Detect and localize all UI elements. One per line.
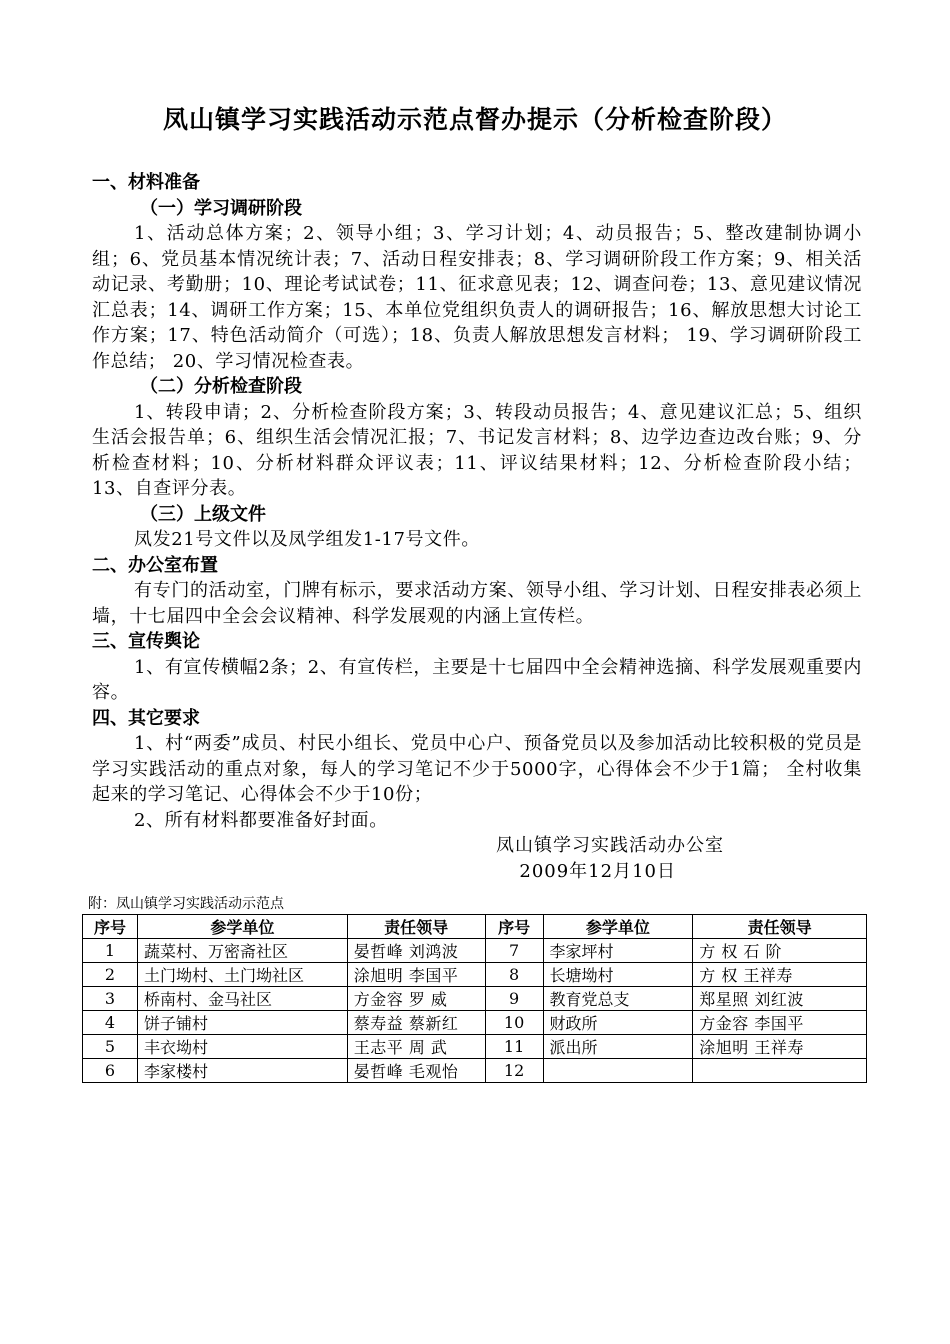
row-unit: 李家楼村 <box>137 1059 347 1083</box>
row-unit: 土门坳村、土门坳社区 <box>137 963 347 987</box>
row-index: 3 <box>83 987 138 1011</box>
analysis-materials-list: 1、转段申请；2、分析检查阶段方案；3、转段动员报告；4、意见建议汇总；5、组织生活会报告单；6、组织生活会情况汇报；7、书记发言材料；8、边学边查边改台账；9、分析检查材料；10、分析材料群众评议表；11、评议结果材料；12、分析检查阶段小结； 13、自查评分表。 <box>92 401 862 499</box>
row-leader: 王志平 周 武 <box>347 1035 485 1059</box>
section-heading-other: 四、其它要求 <box>92 707 200 729</box>
header-index-2: 序号 <box>485 915 543 939</box>
row-leader: 晏哲峰 刘鸿波 <box>347 939 485 963</box>
row-leader: 方金容 罗 威 <box>347 987 485 1011</box>
row-leader-2: 方 权 石 阶 <box>693 939 867 963</box>
study-materials-list: 1、活动总体方案；2、领导小组；3、学习计划；4、动员报告；5、整改建制协调小组；6、党员基本情况统计表；7、活动日程安排表；8、学习调研阶段工作方案；9、相关活动记录、考勤册；10、理论考试试卷；11、征求意见表；12、调查问卷；13、意见建议情况汇总表；14、调研工作方案；15、本单位党组织负责人的调研报告；16、解放思想大讨论工作方案；17、特色活动简介（可选）；18、负责人解放思想发言材料； 19、学习调研阶段工作总结； 20、学习情况检查表。 <box>92 223 862 372</box>
row-unit: 丰衣坳村 <box>137 1035 347 1059</box>
row-leader: 蔡寿益 蔡新红 <box>347 1011 485 1035</box>
subsection-heading-analysis: （二）分析检查阶段 <box>140 376 302 397</box>
row-unit-2: 长塘坳村 <box>543 963 693 987</box>
row-unit: 饼子铺村 <box>137 1011 347 1035</box>
table-row <box>83 987 867 1011</box>
row-leader: 晏哲峰 毛观怡 <box>347 1059 485 1083</box>
row-index-2: 7 <box>485 939 543 963</box>
row-index: 5 <box>83 1035 138 1059</box>
table-row <box>83 963 867 987</box>
row-unit-2: 李家坪村 <box>543 939 693 963</box>
row-index-2: 11 <box>485 1035 543 1059</box>
row-index: 2 <box>83 963 138 987</box>
document-title: 凤山镇学习实践活动示范点督办提示（分析检查阶段） <box>162 105 787 134</box>
row-unit-2 <box>543 1059 693 1083</box>
section-heading-publicity: 三、宣传舆论 <box>92 631 200 652</box>
row-index-2: 9 <box>485 987 543 1011</box>
row-index: 4 <box>83 1011 138 1035</box>
document-body <box>92 170 862 884</box>
row-leader-2: 郑星照 刘红波 <box>693 987 867 1011</box>
signature-org: 凤山镇学习实践活动办公室 <box>496 835 724 856</box>
row-unit-2: 派出所 <box>543 1035 693 1059</box>
signature-date: 2009年12月10日 <box>519 860 676 882</box>
section-heading-office: 二、办公室布置 <box>92 554 218 576</box>
table-row <box>83 939 867 963</box>
row-leader-2: 方 权 王祥寿 <box>693 963 867 987</box>
row-unit: 蔬菜村、万密斋社区 <box>137 939 347 963</box>
office-layout-text: 有专门的活动室，门牌有标示，要求活动方案、领导小组、学习计划、日程安排表必须上墙，十七届四中全会会议精神、科学发展观的内涵上宣传栏。 <box>92 580 862 627</box>
table-header-row <box>83 915 867 939</box>
header-unit: 参学单位 <box>137 915 347 939</box>
appendix-note: 附：凤山镇学习实践活动示范点 <box>88 896 284 912</box>
other-requirements-1: 1、村“两委”成员、村民小组长、党员中心户、预备党员以及参加活动比较积极的党员是学习实践活动的重点对象，每人的学习笔记不少于5000字，心得体会不少于1篇； 全村收集起来的学习笔记、心得体会不少于10份； <box>92 733 862 805</box>
table-row <box>83 1011 867 1035</box>
table-row <box>83 1059 867 1083</box>
publicity-text: 1、有宣传横幅2条；2、有宣传栏，主要是十七届四中全会精神选摘、科学发展观重要内容。 <box>92 656 862 703</box>
row-unit-2: 教育党总支 <box>543 987 693 1011</box>
table-row <box>83 1035 867 1059</box>
row-index-2: 8 <box>485 963 543 987</box>
row-leader: 涂旭明 李国平 <box>347 963 485 987</box>
header-leader: 责任领导 <box>347 915 485 939</box>
row-unit-2: 财政所 <box>543 1011 693 1035</box>
superior-documents-text: 凤发21号文件以及凤学组发1-17号文件。 <box>134 529 480 550</box>
header-index: 序号 <box>83 915 138 939</box>
row-index: 6 <box>83 1059 138 1083</box>
row-leader-2: 涂旭明 王祥寿 <box>693 1035 867 1059</box>
header-unit-2: 参学单位 <box>543 915 693 939</box>
subsection-heading-study: （一）学习调研阶段 <box>140 197 302 219</box>
subsection-heading-documents: （三）上级文件 <box>140 503 266 525</box>
row-leader-2: 方金容 李国平 <box>693 1011 867 1035</box>
row-index: 1 <box>83 939 138 963</box>
section-heading-materials: 一、材料准备 <box>92 172 200 193</box>
header-leader-2: 责任领导 <box>693 915 867 939</box>
row-index-2: 12 <box>485 1059 543 1083</box>
row-leader-2 <box>693 1059 867 1083</box>
row-unit: 桥南村、金马社区 <box>137 987 347 1011</box>
other-requirements-2: 2、所有材料都要准备好封面。 <box>134 809 388 831</box>
demonstration-sites-table <box>82 914 867 1083</box>
row-index-2: 10 <box>485 1011 543 1035</box>
